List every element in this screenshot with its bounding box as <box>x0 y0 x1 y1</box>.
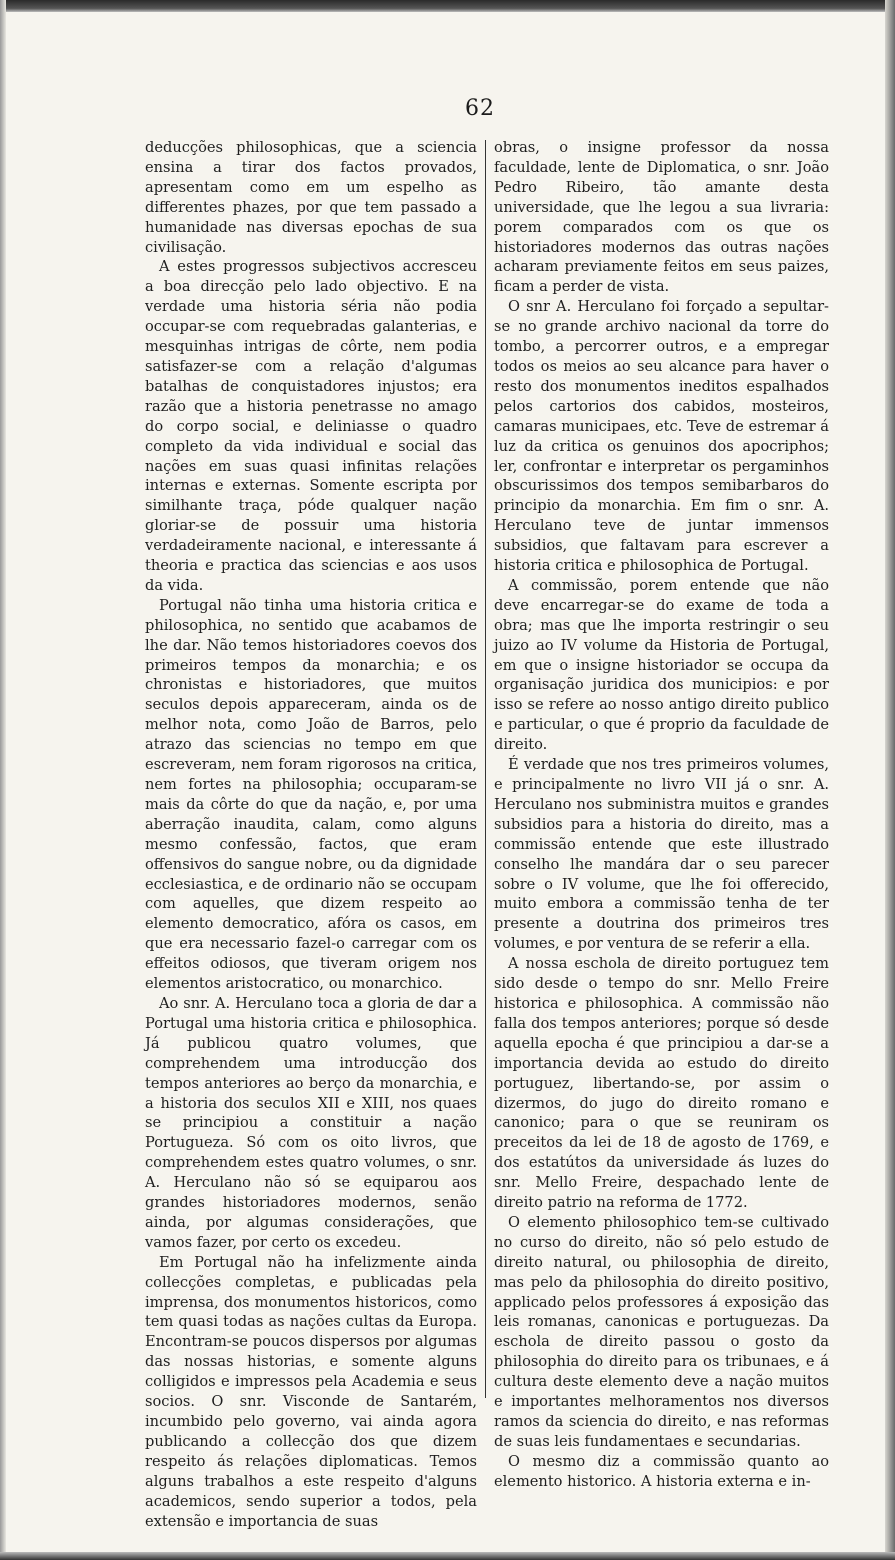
page-right-edge <box>885 0 895 1560</box>
paragraph: deducções philosophicas, que a sciencia ensina a tirar dos factos provados, apresentam como em um espelho as differentes phazes, por que tem passado a humanidade nas diversas epochas de sua civilisação. <box>145 139 477 256</box>
paragraph: obras, o insigne professor da nossa faculdade, lente de Diplomatica, o snr. João Pedro Ribeiro, tão amante desta universidade, que lhe legou a sua livraria: porem comparados com os que os historiadores modernos das outras nações acharam previamente feitos em seus paizes, ficam a perder de vista. <box>494 139 829 296</box>
right-column <box>494 138 829 1492</box>
page-number: 62 <box>465 96 495 121</box>
page-top-edge <box>0 0 895 12</box>
paragraph: O mesmo diz a commissão quanto ao elemento historico. A historia externa e in- <box>494 1452 829 1490</box>
page-left-edge <box>0 0 6 1560</box>
paragraph: O elemento philosophico tem-se cultivado no curso do direito, não só pelo estudo de direito natural, ou philosophia de direito, mas pelo da philosophia do direito positivo, applicado pelos professores á exposição das leis romanas, canonicas e portuguezas. Da eschola de direito passou o gosto da philosophia do direito para os tribunaes, e á cultura deste elemento deve a nação muitos e importantes melhoramentos nos diversos ramos da sciencia do direito, e nas reformas de suas leis fundamentaes e secundarias. <box>494 1213 829 1450</box>
paragraph: É verdade que nos tres primeiros volumes, e principalmente no livro VII já o snr. A. Herculano nos subministra muitos e grandes subsidios para a historia do direito, mas a commissão entende que este illustrado conselho lhe mandára dar o seu parecer sobre o IV volume, que lhe foi offerecido, muito embora a commissão tenha de ter presente a doutrina dos primeiros tres volumes, e por ventura de se referir a ella. <box>494 756 829 953</box>
paragraph: A commissão, porem entende que não deve encarregar-se do exame de toda a obra; mas que lhe importa restringir o seu juizo ao IV volume da Historia de Portugal, em que o insigne historiador se occupa da organisação juridica dos municipios: e por isso se refere ao nosso antigo direito publico e particular, o que é proprio da faculdade de direito. <box>494 576 829 754</box>
left-column <box>145 138 477 1531</box>
paragraph: Em Portugal não ha infelizmente ainda collecções completas, e publicadas pela imprensa, dos monumentos historicos, como tem quasi todas as nações cultas da Europa. Encontram-se poucos dispersos por algumas das nossas historias, e somente alguns colligidos e impressos pela Academia e seus socios. O snr. Visconde de Santarém, incumbido pelo governo, vai ainda agora publicando a collecção dos que dizem respeito ás relações diplomaticas. Temos alguns trabalhos a este respeito d'alguns academicos, sendo superior a todos, pela extensão e importancia de suas <box>145 1253 477 1530</box>
paragraph: O snr A. Herculano foi forçado a sepultar-se no grande archivo nacional da torre do tombo, a percorrer outros, e a empregar todos os meios ao seu alcance para haver o resto dos monumentos ineditos espalhados pelos cartorios dos cabidos, mosteiros, camaras municipaes, etc. Teve de estremar á luz da critica os genuinos dos apocriphos; ler, confrontar e interpretar os pergaminhos obscurissimos dos tempos semibarbaros do principio da monarchia. Em fim o snr. A. Herculano teve de juntar immensos subsidios, que faltavam para escrever a historia critica e philosophica de Portugal. <box>494 298 829 575</box>
paragraph: A estes progressos subjectivos accresceu a boa direcção pelo lado objectivo. E na verdade uma historia séria não podia occupar-se com requebradas galanterias, e mesquinhas intrigas de côrte, nem podia satisfazer-se com a relação d'algumas batalhas de conquistadores injustos; era razão que a historia penetrasse no amago do corpo social, e deliniasse o quadro completo da vida individual e social das nações em suas quasi infinitas relações internas e externas. Somente escripta por similhante traça, póde qualquer nação gloriar-se de possuir uma historia verdadeiramente nacional, e interessante á theoria e practica das sciencias e aos usos da vida. <box>145 258 477 594</box>
page-bottom-edge <box>0 1552 895 1560</box>
paragraph: A nossa eschola de direito portuguez tem sido desde o tempo do snr. Mello Freire historica e philosophica. A commissão não falla dos tempos anteriores; porque só desde aquella epocha é que principiou a dar-se a importancia devida ao estudo do direito portuguez, libertando-se, por assim o dizermos, do jugo do direito romano e canonico; para o que se reuniram os preceitos da lei de 18 de agosto de 1769, e dos estatútos da universidade ás luzes do snr. Mello Freire, despachado lente de direito patrio na reforma de 1772. <box>494 955 829 1212</box>
paragraph: Portugal não tinha uma historia critica e philosophica, no sentido que acabamos de lhe dar. Não temos historiadores coevos dos primeiros tempos da monarchia; e os chronistas e historiadores, que muitos seculos depois appareceram, ainda os de melhor nota, como João de Barros, pelo atrazo das sciencias no tempo em que escreveram, nem foram rigorosos na critica, nem fortes na philosophia; occuparam-se mais da côrte do que da nação, e, por uma aberração inaudita, calam, como alguns mesmo confessão, factos, que eram offensivos do sangue nobre, ou da dignidade ecclesiastica, e de ordinario não se occupam com aquelles, que dizem respeito ao elemento democratico, afóra os casos, em que era necessario fazel-o carregar com os effeitos odiosos, que tiveram origem nos elementos aristocratico, ou monarchico. <box>145 596 477 993</box>
paragraph: Ao snr. A. Herculano toca a gloria de dar a Portugal uma historia critica e philosophica. Já publicou quatro volumes, que comprehendem uma introducção dos tempos anteriores ao berço da monarchia, e a historia dos seculos XII e XIII, nos quaes se principiou a constituir a nação Portugueza. Só com os oito livros, que comprehendem estes quatro volumes, o snr. A. Herculano não só se equiparou aos grandes historiadores modernos, senão ainda, por algumas considerações, que vamos fazer, por certo os excedeu. <box>145 994 477 1251</box>
column-divider <box>485 140 486 1398</box>
